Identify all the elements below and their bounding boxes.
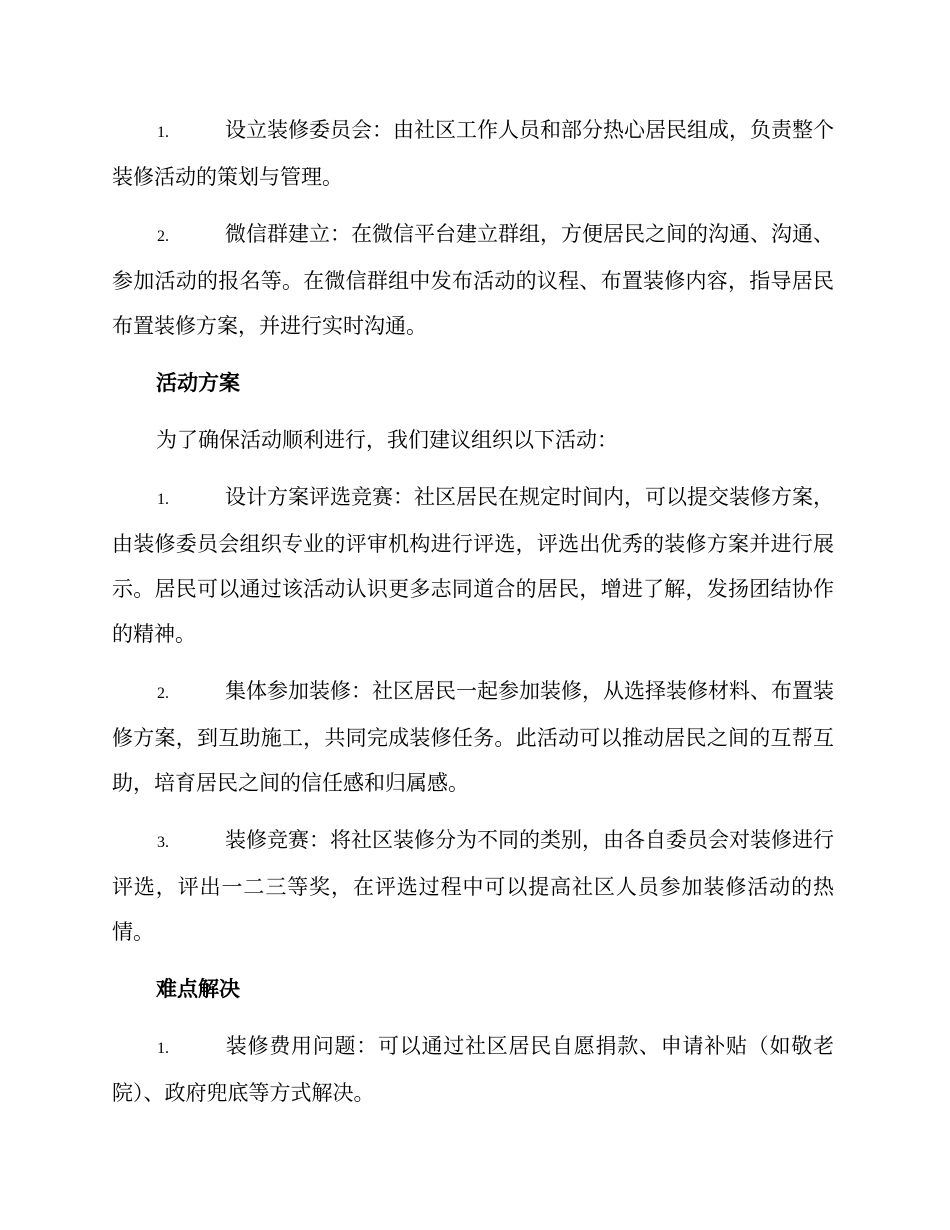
list-number: 1. [157,1040,169,1057]
document-page [112,108,834,1128]
list-text: 设计方案评选竞赛：社区居民在规定时间内，可以提交装修方案，由装修委员会组织专业的评审机构进行评选，评选出优秀的装修方案并进行展示。居民可以通过该活动认识更多志同道合的居民，增进了解，发扬团结协作的精神。 [112,485,834,646]
section-heading-difficulty: 难点解决 [156,977,240,1001]
list-text: 微信群建立：在微信平台建立群组，方便居民之间的沟通、沟通、参加活动的报名等。在微信群组中发布活动的议程、布置装修内容，指导居民布置装修方案，并进行实时沟通。 [112,222,834,338]
list-item [112,669,834,806]
list-number: 2. [157,685,169,702]
list-item [112,475,834,657]
list-item [112,212,834,349]
list-item [112,818,834,955]
list-text: 装修竞赛：将社区装修分为不同的类别，由各自委员会对装修进行评选，评出一二三等奖，在评选过程中可以提高社区人员参加装修活动的热情。 [112,828,834,944]
list-item [112,1024,834,1116]
list-number: 1. [157,491,169,508]
list-text: 集体参加装修：社区居民一起参加装修，从选择装修材料、布置装修方案，到互助施工，共同完成装修任务。此活动可以推动居民之间的互帮互助，培育居民之间的信任感和归属感。 [112,679,834,795]
section-heading-activity: 活动方案 [156,371,240,395]
list-number: 3. [157,834,169,851]
list-number: 1. [157,124,169,141]
list-text: 设立装修委员会：由社区工作人员和部分热心居民组成，负责整个装修活动的策划与管理。 [112,118,834,189]
list-item [112,108,834,200]
list-text: 装修费用问题：可以通过社区居民自愿捐款、申请补贴（如敬老院）、政府兜底等方式解决。 [112,1034,834,1105]
list-number: 2. [157,228,169,245]
activity-intro-paragraph: 为了确保活动顺利进行，我们建议组织以下活动： [156,428,618,452]
